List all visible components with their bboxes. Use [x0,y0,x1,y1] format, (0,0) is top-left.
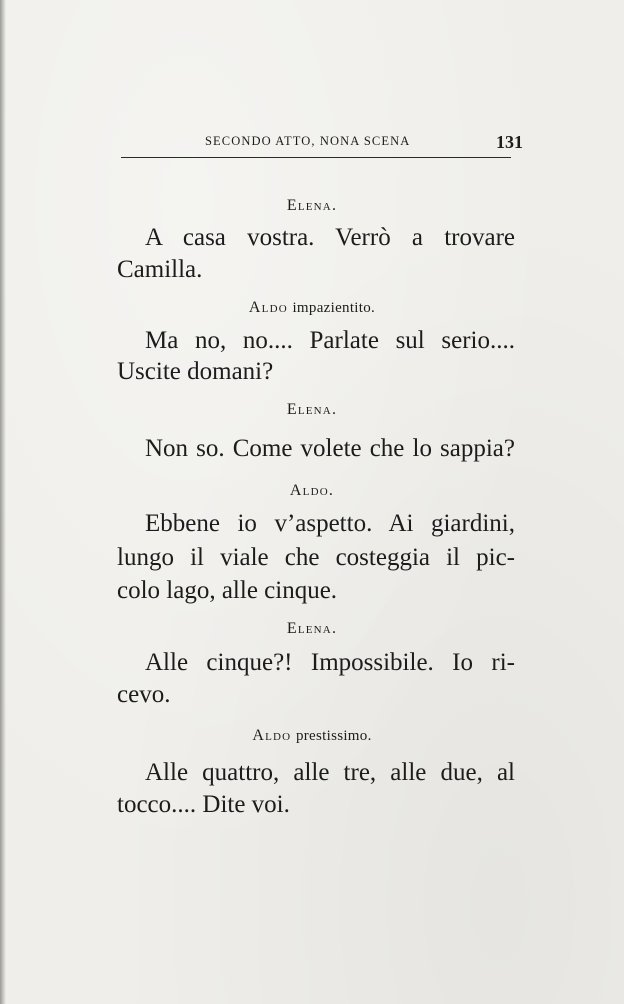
speaker-name: Elena. [286,401,338,418]
speaker-name: Elena. [286,197,338,214]
dialogue-line: Non so. Come volete che lo sappia? [145,435,515,462]
speaker-heading [0,197,624,215]
page-header [205,132,523,152]
speaker-heading [0,620,624,638]
dialogue-line: colo lago, alle cinque. [117,577,338,604]
speaker-heading [0,299,624,317]
speaker-heading [0,482,624,500]
speaker-name: Aldo. [289,482,335,499]
speaker-name: Aldo [252,727,292,744]
header-rule [121,157,511,158]
dialogue-line: Ma no, no.... Parlate sul serio.... [145,327,515,354]
speaker-name: Elena. [286,620,338,637]
stage-direction: impazientito. [292,300,376,316]
page-binding-shadow [0,0,6,1004]
dialogue-line: Ebbene io v’aspetto. Ai giardini, [145,510,515,537]
speaker-heading [0,401,624,419]
dialogue-line: Camilla. [117,256,203,283]
dialogue-line: cevo. [117,681,171,708]
dialogue-line: Alle quattro, alle tre, alle due, al [145,759,515,786]
dialogue-line: lungo il viale che costeggia il pic- [117,544,515,571]
dialogue-line: tocco.... Dite voi. [117,791,290,818]
running-head: SECONDO ATTO, NONA SCENA [205,134,411,148]
dialogue-line: Alle cinque?! Impossibile. Io ri- [145,649,515,676]
stage-direction: prestissimo. [295,728,372,744]
dialogue-line: Uscite domani? [117,358,274,385]
page-number: 131 [496,132,523,152]
speaker-name: Aldo [248,299,288,316]
speaker-heading [0,727,624,745]
dialogue-line: A casa vostra. Verrò a trovare [145,224,515,251]
